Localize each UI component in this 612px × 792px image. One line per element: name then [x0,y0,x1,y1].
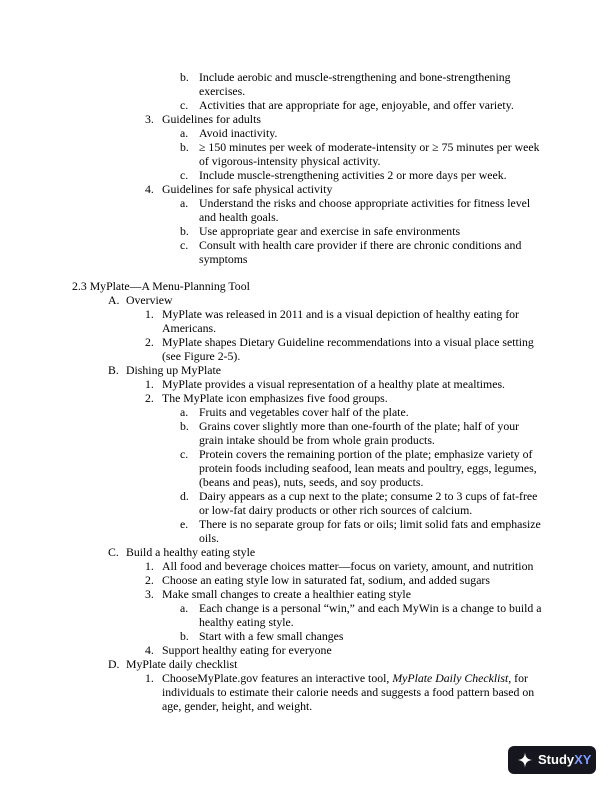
list-text-tail: for [511,671,528,685]
brand-study: Study [538,752,575,767]
list-marker: a. [180,126,189,140]
list-marker: e. [180,517,189,531]
list-marker: b. [180,224,189,238]
list-text: Overview [126,293,173,307]
list-text: and health goals. [199,210,279,224]
list-text: Make small changes to create a healthier eating style [162,587,411,601]
list-text: of vigorous-intensity physical activity. [199,154,381,168]
list-text: exercises. [199,84,246,98]
list-marker: c. [180,447,189,461]
list-text: symptoms [199,252,248,266]
list-marker: c. [180,238,189,252]
list-marker: D. [108,657,120,671]
list-marker: b. [180,70,189,84]
list-marker: b. [180,419,189,433]
list-text: MyPlate daily checklist [126,657,238,671]
list-marker: c. [180,168,189,182]
brand-label [538,751,591,769]
list-marker: a. [180,405,189,419]
list-text: There is no separate group for fats or oils; limit solid fats and emphasize [199,517,541,531]
list-text-lead: ChooseMyPlate.gov features an interactive tool, [162,671,393,685]
list-marker: a. [180,601,189,615]
list-text: MyPlate was released in 2011 and is a visual depiction of healthy eating for [162,307,519,321]
list-text: Consult with health care provider if there are chronic conditions and [199,238,522,252]
list-text: Start with a few small changes [199,629,344,643]
list-text: Activities that are appropriate for age, enjoyable, and offer variety. [199,98,514,112]
list-text: Include aerobic and muscle-strengthening and bone-strengthening [199,70,511,84]
list-text: Americans. [162,321,217,335]
list-text: healthy eating style. [199,615,294,629]
list-marker: b. [180,629,189,643]
list-text: Support healthy eating for everyone [162,643,332,657]
list-marker: 3. [145,587,154,601]
list-text: MyPlate provides a visual representation of a healthy plate at mealtimes. [162,377,505,391]
list-marker: d. [180,489,189,503]
list-marker: a. [180,196,189,210]
list-marker: b. [180,140,189,154]
list-marker: 1. [145,377,154,391]
list-text: oils. [199,531,219,545]
tool-name: MyPlate Daily Checklist, [392,671,512,685]
list-marker: A. [108,293,120,307]
list-marker: 1. [145,307,154,321]
list-text: Build a healthy eating style [126,545,256,559]
list-text: Each change is a personal “win,” and each MyWin is a change to build a [199,601,542,615]
list-text: Guidelines for safe physical activity [162,182,333,196]
list-text: Guidelines for adults [162,112,261,126]
list-text: ≥ 150 minutes per week of moderate-intensity or ≥ 75 minutes per week [199,140,540,154]
brand-xy: XY [574,752,592,767]
studyxy-badge[interactable] [508,746,596,774]
list-text: The MyPlate icon emphasizes five food groups. [162,391,388,405]
list-text: Understand the risks and choose appropriate activities for fitness level [199,196,531,210]
list-text: Protein covers the remaining portion of the plate; emphasize variety of [199,447,533,461]
list-text: Dairy appears as a cup next to the plate; consume 2 to 3 cups of fat-free [199,489,538,503]
list-text: grain intake should be from whole grain products. [199,433,435,447]
list-text: or low-fat dairy products or other rich sources of calcium. [199,503,473,517]
list-text: (beans and peas), nuts, seeds, and soy products. [199,475,424,489]
list-text: Use appropriate gear and exercise in safe environments [199,224,461,238]
list-marker: 1. [145,671,154,685]
list-text: Include muscle-strengthening activities 2 or more days per week. [199,168,507,182]
list-marker: 4. [145,182,154,196]
list-marker: 2. [145,391,154,405]
list-marker: 4. [145,643,154,657]
list-text: (see Figure 2-5). [162,349,241,363]
list-text: protein foods including seafood, lean meats and poultry, eggs, legumes, [199,461,537,475]
list-text: Grains cover slightly more than one-fourth of the plate; half of your [199,419,520,433]
list-text: Fruits and vegetables cover half of the plate. [199,405,409,419]
list-marker: 3. [145,112,154,126]
list-text: Choose an eating style low in saturated fat, sodium, and added sugars [162,573,490,587]
list-text: individuals to estimate their calorie needs and suggests a food pattern based on [162,685,535,699]
list-marker: C. [108,545,119,559]
list-text: All food and beverage choices matter—focus on variety, amount, and nutrition [162,559,534,573]
list-marker: c. [180,98,189,112]
list-text: MyPlate shapes Dietary Guideline recommendations into a visual place setting [162,335,534,349]
list-marker: 1. [145,559,154,573]
list-text [162,672,528,686]
list-marker: 2. [145,573,154,587]
list-text: Avoid inactivity. [199,126,278,140]
plus-sparkle-icon [517,752,533,768]
list-marker: 2. [145,335,154,349]
section-title: 2.3 MyPlate—A Menu-Planning Tool [72,279,250,293]
list-text: age, gender, height, and weight. [162,699,313,713]
list-text: Dishing up MyPlate [126,363,222,377]
list-marker: B. [108,363,119,377]
